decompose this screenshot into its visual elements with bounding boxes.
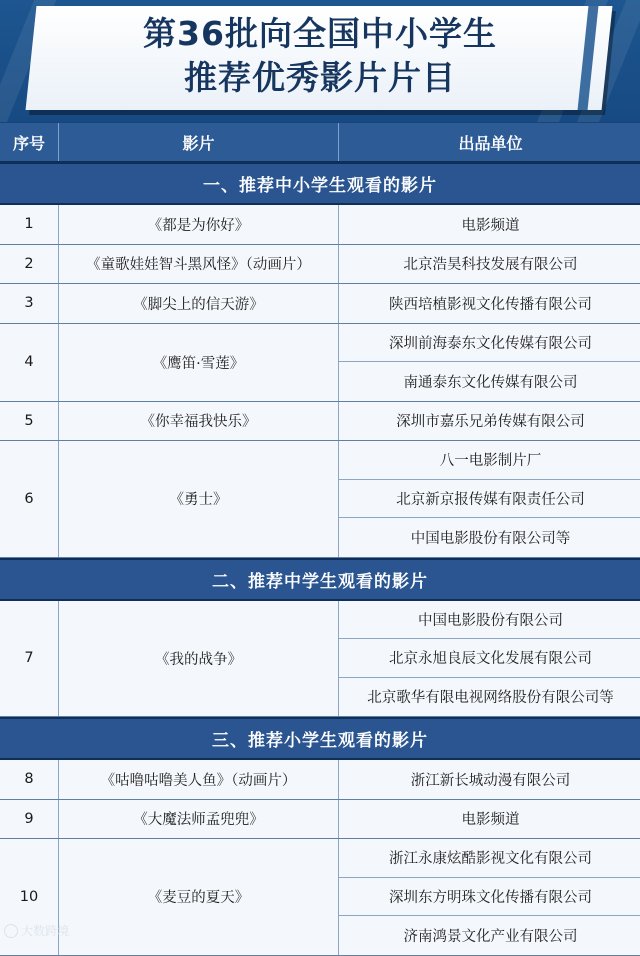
- table-row: [0, 839, 640, 956]
- producer-name: 中国电影股份有限公司等: [410, 530, 571, 547]
- row-number: 10: [0, 839, 59, 955]
- table-row: [0, 760, 640, 800]
- row-number: 1: [0, 205, 59, 244]
- film-title: 《你幸福我快乐》: [59, 402, 339, 441]
- table-row: [0, 245, 640, 285]
- producer-name: 北京永旭良辰文化发展有限公司: [339, 639, 640, 678]
- section-heading: 三、推荐小学生观看的影片: [0, 717, 640, 760]
- row-number: 5: [0, 402, 59, 441]
- producer-name: 深圳前海泰东文化传媒有限公司: [339, 324, 640, 363]
- watermark-logo-icon: [4, 924, 18, 938]
- table-row: [0, 441, 640, 558]
- producer-name: 南通泰东文化传媒有限公司: [403, 374, 578, 391]
- table-header: [0, 123, 640, 162]
- watermark: [4, 922, 69, 939]
- producer-cell: [339, 284, 640, 323]
- header-number: 序号: [0, 123, 59, 161]
- producer-name: 北京浩昊科技发展有限公司: [403, 257, 578, 274]
- watermark-text: 大数跨境: [21, 924, 70, 938]
- row-number: 9: [0, 800, 59, 839]
- producer-cell: [339, 205, 640, 244]
- row-number: 7: [0, 601, 59, 717]
- header-film: 影片: [59, 123, 339, 161]
- film-title: 《都是为你好》: [59, 205, 339, 244]
- producer-name: 中国电影股份有限公司: [339, 601, 640, 640]
- producer-name: 深圳东方明珠文化传播有限公司: [339, 878, 640, 917]
- table-row: [0, 284, 640, 324]
- film-title: 《脚尖上的信天游》: [59, 284, 339, 323]
- section-heading: 一、推荐中小学生观看的影片: [0, 162, 640, 205]
- row-number: 6: [0, 441, 59, 557]
- producer-name: 济南鸿景文化产业有限公司: [403, 928, 578, 945]
- producer-name: 北京新京报传媒有限责任公司: [339, 480, 640, 519]
- producer-cell: [339, 839, 640, 955]
- table-row: [0, 324, 640, 402]
- film-title: 《麦豆的夏天》: [59, 839, 339, 955]
- film-table: [0, 123, 640, 956]
- film-title: 《勇士》: [59, 441, 339, 557]
- table-row: [0, 601, 640, 718]
- table-row: [0, 205, 640, 245]
- producer-name: 北京歌华有限电视网络股份有限公司等: [367, 690, 614, 707]
- producer-cell: [339, 402, 640, 441]
- producer-name: 浙江永康炫酷影视文化有限公司: [339, 839, 640, 878]
- film-title: 《咕噜咕噜美人鱼》（动画片）: [59, 760, 339, 799]
- producer-name: 深圳市嘉乐兄弟传媒有限公司: [396, 414, 585, 431]
- row-number: 2: [0, 245, 59, 284]
- film-title: 《鹰笛·雪莲》: [59, 324, 339, 401]
- row-number: 8: [0, 760, 59, 799]
- producer-cell: [339, 601, 640, 717]
- table-row: [0, 800, 640, 840]
- row-number: 3: [0, 284, 59, 323]
- table-row: [0, 402, 640, 442]
- page-title-line-1: 第36批向全国中小学生: [143, 14, 497, 53]
- producer-cell: [339, 800, 640, 839]
- producer-name: 陕西培植影视文化传播有限公司: [389, 296, 592, 313]
- page-title-line-2: 推荐优秀影片片目: [184, 58, 456, 97]
- producer-cell: [339, 245, 640, 284]
- producer-name: 浙江新长城动漫有限公司: [410, 772, 571, 789]
- film-title: 《大魔法师孟兜兜》: [59, 800, 339, 839]
- producer-name: 八一电影制片厂: [339, 441, 640, 480]
- producer-name: 电影频道: [461, 217, 520, 234]
- section-heading: 二、推荐中学生观看的影片: [0, 558, 640, 601]
- producer-cell: [339, 760, 640, 799]
- producer-name: 电影频道: [461, 812, 520, 829]
- producer-cell: [339, 441, 640, 557]
- header-banner: [0, 0, 640, 122]
- producer-cell: [339, 324, 640, 401]
- film-title: 《我的战争》: [59, 601, 339, 717]
- film-title: 《童歌娃娃智斗黑风怪》（动画片）: [59, 245, 339, 284]
- row-number: 4: [0, 324, 59, 401]
- header-producer: 出品单位: [458, 133, 523, 153]
